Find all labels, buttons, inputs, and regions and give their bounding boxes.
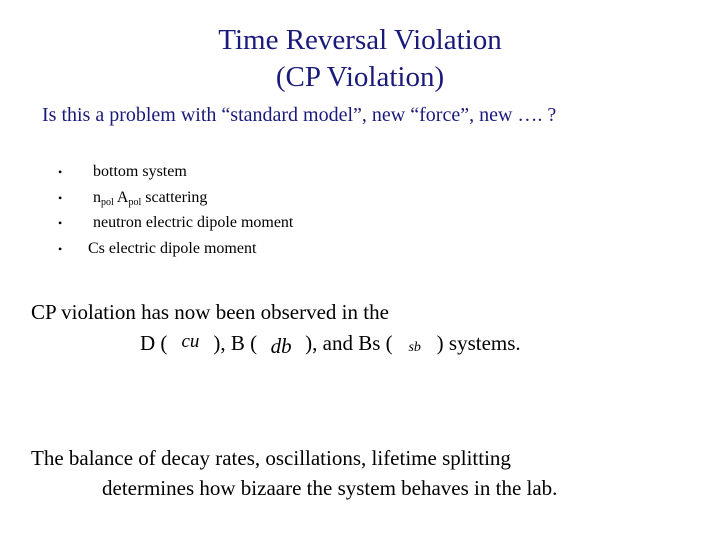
bullet-marker: • xyxy=(58,165,63,179)
balance-text: The balance of decay rates, oscillations, lifetime splitting xyxy=(31,446,511,470)
cp-systems-text: D ( cu ), B ( db ), and Bs ( sb ) systems. xyxy=(140,329,521,361)
cp-violation-text: CP violation has now been observed in the xyxy=(31,300,389,324)
bullet-marker: • xyxy=(58,190,63,205)
bullet-text: bottom system xyxy=(93,163,187,180)
bs-quark-content: sb xyxy=(408,340,421,355)
slide-title: Time Reversal Violation xyxy=(218,24,502,56)
d-quark-content: cu xyxy=(181,331,200,352)
bullet-text: $n_{pol}$ $A_{pol}$ scattering xyxy=(93,188,208,208)
b-quark-content: db xyxy=(270,334,292,358)
bullet-text: Cs electric dipole moment xyxy=(88,239,257,257)
bullet-text: neutron electric dipole moment xyxy=(93,214,294,231)
balance-text-continued: determines how bizaare the system behaves in the lab. xyxy=(102,476,558,500)
slide-title-subtitle: (CP Violation) xyxy=(275,61,445,93)
bullet-marker: • xyxy=(58,216,63,230)
bullet-marker: • xyxy=(58,241,63,256)
question-subtitle: Is this a problem with “standard model”, new “force”, new …. ? xyxy=(42,104,557,126)
